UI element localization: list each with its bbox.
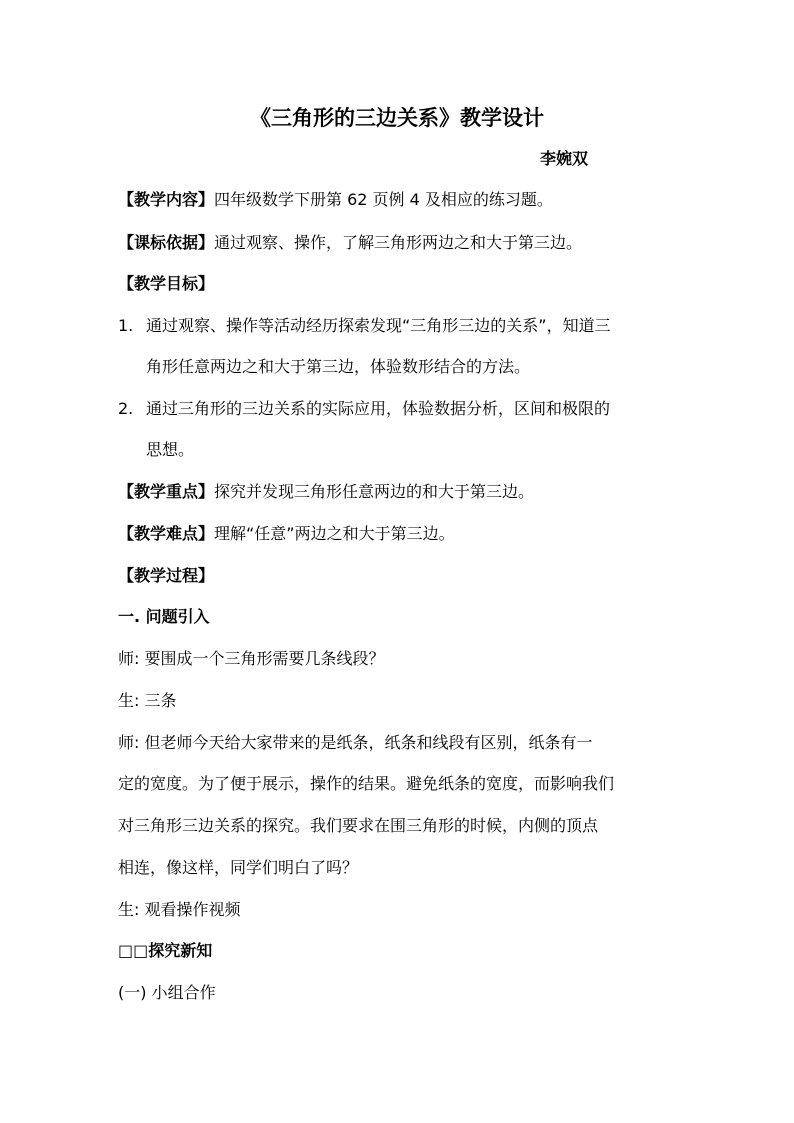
curriculum-basis-label: 【课标依据】 bbox=[118, 233, 215, 252]
curriculum-basis-text: 通过观察、操作，了解三角形两边之和大于第三边。 bbox=[214, 233, 583, 252]
goal-1-line-1 bbox=[118, 313, 611, 339]
author-name: 李婉双 bbox=[540, 149, 589, 168]
teaching-key-point bbox=[118, 479, 534, 505]
section-2-heading: □□探究新知 bbox=[118, 941, 213, 960]
dialogue-line-4: 生: 观看操作视频 bbox=[118, 900, 241, 919]
dialogue-paragraph-line-2: 定的宽度。为了便于展示，操作的结果。避免纸条的宽度，而影响我们 bbox=[118, 774, 615, 793]
goal-2-line-2: 思想。 bbox=[146, 440, 195, 459]
dialogue-line-2: 生: 三条 bbox=[118, 691, 177, 710]
dialogue-paragraph-line-3: 对三角形三边关系的探究。我们要求在围三角形的时候，内侧的顶点 bbox=[118, 816, 599, 835]
teaching-key-point-label: 【教学重点】 bbox=[118, 482, 215, 501]
document-title: 《三角形的三边关系》教学设计 bbox=[250, 106, 544, 130]
goal-1-line-2: 角形任意两边之和大于第三边，体验数形结合的方法。 bbox=[146, 357, 531, 376]
section-1-heading: 一. 问题引入 bbox=[118, 607, 210, 626]
goal-2-line-1 bbox=[118, 396, 610, 422]
teaching-content-text: 四年级数学下册第 62 页例 4 及相应的练习题。 bbox=[214, 190, 553, 209]
teaching-goals-heading: 【教学目标】 bbox=[118, 274, 215, 293]
dialogue-paragraph-line-1: 师: 但老师今天给大家带来的是纸条，纸条和线段有区别，纸条有一 bbox=[118, 733, 593, 752]
teaching-key-point-text: 探究并发现三角形任意两边的和大于第三边。 bbox=[214, 482, 535, 501]
dialogue-line-1: 师: 要围成一个三角形需要几条线段？ bbox=[118, 649, 385, 668]
goal-2-text-1: 通过三角形的三边关系的实际应用，体验数据分析，区间和极限的 bbox=[146, 399, 611, 418]
teaching-difficulty-label: 【教学难点】 bbox=[118, 524, 215, 543]
goal-1-text-1: 通过观察、操作等活动经历探索发现“三角形三边的关系”，知道三 bbox=[146, 316, 611, 335]
curriculum-basis bbox=[118, 230, 582, 256]
goal-2-number: 2. bbox=[118, 399, 134, 418]
teaching-process-heading: 【教学过程】 bbox=[118, 566, 215, 585]
dialogue-paragraph-line-4: 相连，像这样，同学们明白了吗？ bbox=[118, 858, 359, 877]
goal-1-number: 1. bbox=[118, 316, 134, 335]
teaching-content-label: 【教学内容】 bbox=[118, 190, 215, 209]
subsection-1-heading: (一) 小组合作 bbox=[118, 983, 216, 1002]
teaching-difficulty bbox=[118, 521, 455, 547]
teaching-content bbox=[118, 187, 553, 213]
teaching-difficulty-text: 理解“任意”两边之和大于第三边。 bbox=[214, 524, 455, 543]
